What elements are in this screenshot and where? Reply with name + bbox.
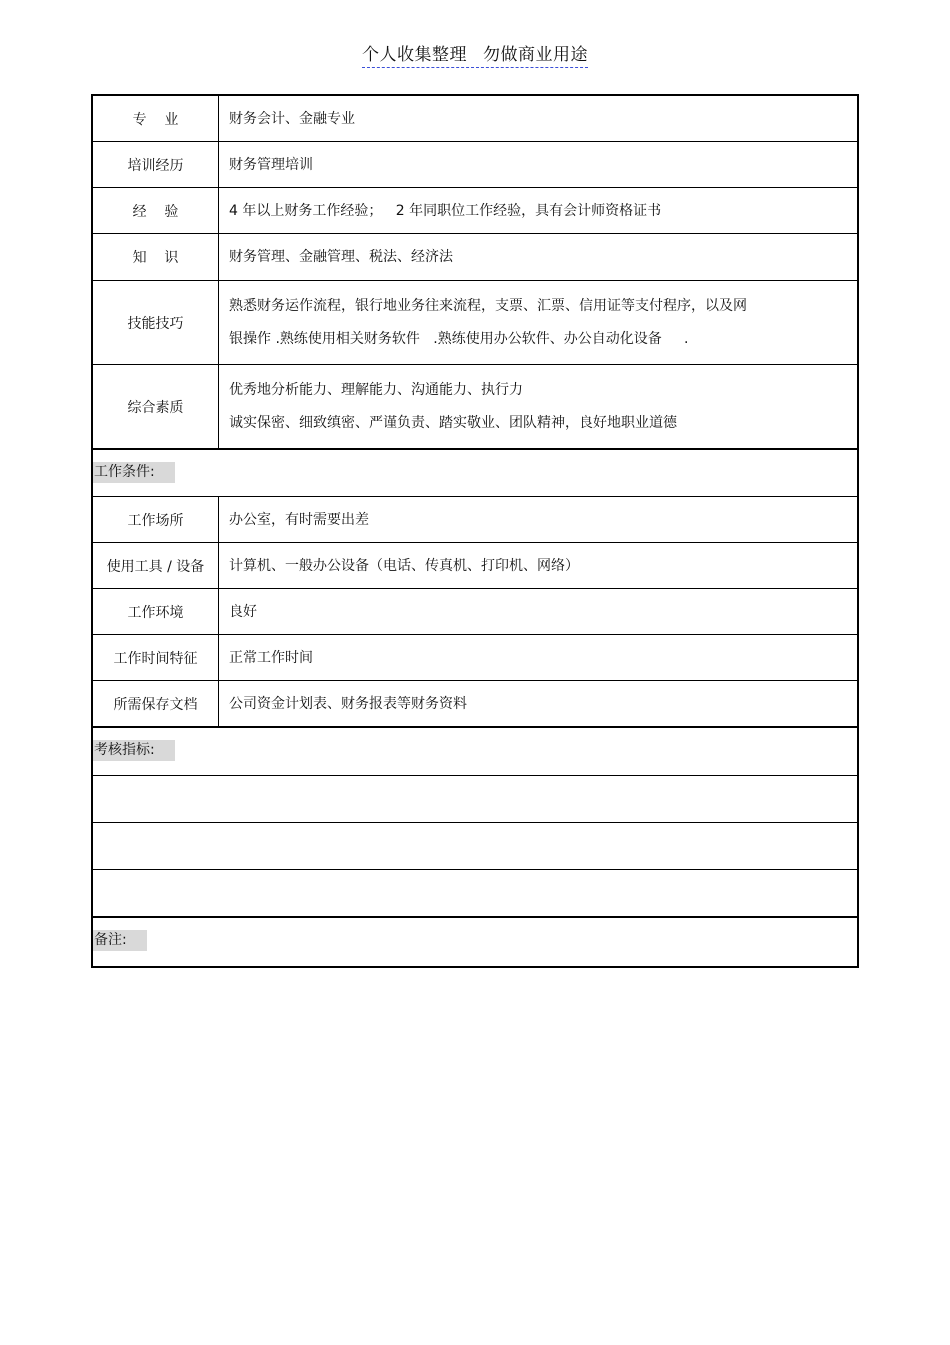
table-row-work-hours [93, 635, 857, 681]
row-label: 知 识 [93, 234, 219, 280]
section-assessment [93, 728, 857, 776]
row-value: 财务管理、金融管理、税法、经济法 [229, 249, 453, 265]
table-row-training [93, 142, 857, 188]
table-row-experience [93, 188, 857, 234]
row-label: 专 业 [93, 96, 219, 141]
row-label: 工作场所 [93, 497, 219, 542]
row-label: 技能技巧 [93, 281, 219, 364]
row-label: 使用工具 / 设备 [93, 543, 219, 588]
row-value: 计算机、一般办公设备（电话、传真机、打印机、网络） [229, 557, 579, 574]
row-value: 财务会计、金融专业 [229, 110, 355, 127]
empty-row [93, 870, 857, 918]
table-row-workplace [93, 497, 857, 543]
page-header [0, 40, 950, 65]
table-row-tools [93, 543, 857, 589]
row-value: 4 年以上财务工作经验； 2 年同职位工作经验，具有会计师资格证书 [229, 202, 662, 219]
row-value: 财务管理培训 [229, 156, 313, 173]
table-row-environment [93, 589, 857, 635]
section-remarks [93, 918, 857, 968]
table-row-knowledge [93, 234, 857, 281]
row-label: 综合素质 [93, 365, 219, 448]
section-work-conditions [93, 450, 857, 497]
row-value: 正常工作时间 [229, 649, 313, 666]
header-text: 个人收集整理 勿做商业用途 [362, 45, 588, 68]
section-title: 备注: [93, 930, 147, 951]
table-row-documents [93, 681, 857, 728]
row-label: 工作环境 [93, 589, 219, 634]
row-value: 公司资金计划表、财务报表等财务资料 [229, 695, 467, 712]
section-title: 考核指标: [93, 740, 175, 761]
table-row-qualities [93, 365, 857, 450]
row-label: 培训经历 [93, 142, 219, 187]
table-row-skills [93, 281, 857, 365]
table-row-major [93, 96, 857, 142]
row-value: 良好 [229, 603, 257, 620]
section-title: 工作条件: [93, 462, 175, 483]
row-label: 所需保存文档 [93, 681, 219, 726]
job-description-table [91, 94, 859, 968]
empty-row [93, 776, 857, 823]
row-value: 优秀地分析能力、理解能力、沟通能力、执行力 诚实保密、细致缜密、严谨负责、踏实敬业、团队精神，良好地职业道德 [229, 382, 677, 431]
row-label: 经 验 [93, 188, 219, 233]
row-label: 工作时间特征 [93, 635, 219, 680]
row-value: 办公室，有时需要出差 [229, 511, 369, 528]
row-value: 熟悉财务运作流程，银行地业务往来流程，支票、汇票、信用证等支付程序，以及网 银操作 .熟练使用相关财务软件 .熟练使用办公软件、办公自动化设备 . [229, 298, 747, 347]
empty-row [93, 823, 857, 870]
